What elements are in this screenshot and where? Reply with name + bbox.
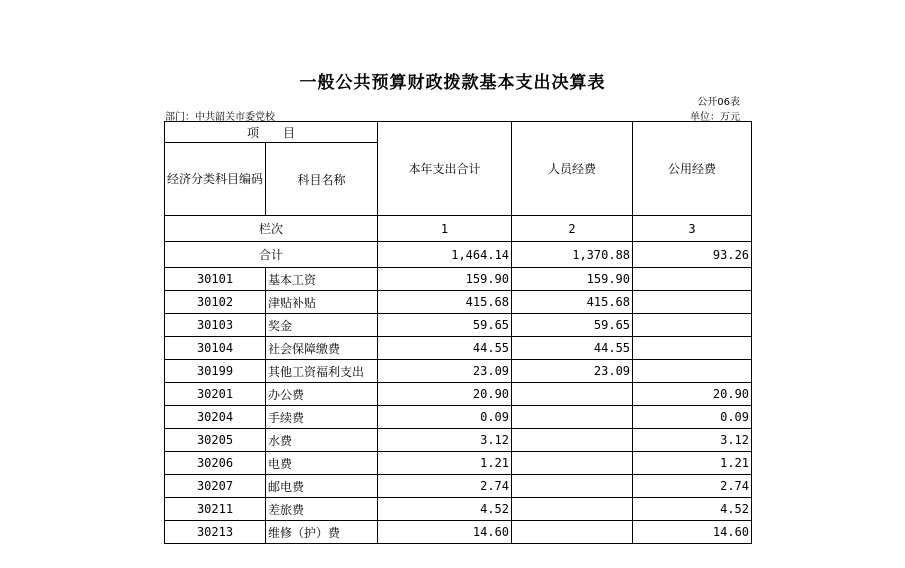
header-row-1 — [165, 122, 752, 143]
row-name: 办公费 — [266, 383, 378, 406]
row-code: 30103 — [165, 314, 266, 337]
row-personnel: 159.90 — [512, 268, 633, 291]
table-row — [165, 291, 752, 314]
row-personnel: 23.09 — [512, 360, 633, 383]
department-label: 部门：中共韶关市委党校 — [165, 112, 275, 123]
summary-row — [165, 242, 752, 268]
row-personnel — [512, 429, 633, 452]
row-public: 0.09 — [633, 406, 752, 429]
row-code: 30101 — [165, 268, 266, 291]
header-total: 本年支出合计 — [378, 122, 512, 216]
row-total: 20.90 — [378, 383, 512, 406]
row-name: 手续费 — [266, 406, 378, 429]
row-total: 59.65 — [378, 314, 512, 337]
table-row — [165, 521, 752, 544]
table-row — [165, 429, 752, 452]
row-personnel: 59.65 — [512, 314, 633, 337]
row-total: 159.90 — [378, 268, 512, 291]
row-public: 3.12 — [633, 429, 752, 452]
column-label: 栏次 — [165, 216, 378, 242]
header-public: 公用经费 — [633, 122, 752, 216]
row-personnel — [512, 521, 633, 544]
row-name: 其他工资福利支出 — [266, 360, 378, 383]
unit-label: 单位：万元 — [690, 112, 740, 123]
header-name: 科目名称 — [266, 143, 378, 216]
row-name: 电费 — [266, 452, 378, 475]
row-personnel — [512, 498, 633, 521]
row-code: 30201 — [165, 383, 266, 406]
row-personnel — [512, 452, 633, 475]
row-code: 30211 — [165, 498, 266, 521]
row-code: 30102 — [165, 291, 266, 314]
summary-total: 1,464.14 — [378, 242, 512, 268]
table-row — [165, 314, 752, 337]
row-code: 30205 — [165, 429, 266, 452]
row-code: 30199 — [165, 360, 266, 383]
row-code: 30104 — [165, 337, 266, 360]
row-personnel — [512, 406, 633, 429]
form-number: 公开06表 — [697, 97, 740, 108]
row-personnel: 415.68 — [512, 291, 633, 314]
row-name: 水费 — [266, 429, 378, 452]
row-name: 津贴补贴 — [266, 291, 378, 314]
column-number-row — [165, 216, 752, 242]
table-row — [165, 337, 752, 360]
row-personnel — [512, 475, 633, 498]
row-total: 0.09 — [378, 406, 512, 429]
row-name: 奖金 — [266, 314, 378, 337]
column-number-1: 1 — [378, 216, 512, 242]
row-public: 1.21 — [633, 452, 752, 475]
table-row — [165, 475, 752, 498]
row-name: 维修（护）费 — [266, 521, 378, 544]
row-code: 30204 — [165, 406, 266, 429]
table-row — [165, 452, 752, 475]
row-public: 14.60 — [633, 521, 752, 544]
row-name: 社会保障缴费 — [266, 337, 378, 360]
table-row — [165, 498, 752, 521]
table-row — [165, 268, 752, 291]
row-code: 30213 — [165, 521, 266, 544]
summary-personnel: 1,370.88 — [512, 242, 633, 268]
table-row — [165, 383, 752, 406]
summary-label: 合计 — [165, 242, 378, 268]
row-personnel — [512, 383, 633, 406]
report-title: 一般公共预算财政拨款基本支出决算表 — [299, 73, 606, 93]
row-total: 1.21 — [378, 452, 512, 475]
expenditure-table — [164, 121, 752, 544]
row-total: 2.74 — [378, 475, 512, 498]
row-total: 23.09 — [378, 360, 512, 383]
row-total: 14.60 — [378, 521, 512, 544]
row-name: 差旅费 — [266, 498, 378, 521]
header-personnel: 人员经费 — [512, 122, 633, 216]
table-row — [165, 360, 752, 383]
table-row — [165, 406, 752, 429]
row-public — [633, 360, 752, 383]
row-public: 2.74 — [633, 475, 752, 498]
row-total: 3.12 — [378, 429, 512, 452]
row-name: 邮电费 — [266, 475, 378, 498]
row-code: 30206 — [165, 452, 266, 475]
row-code: 30207 — [165, 475, 266, 498]
row-public — [633, 337, 752, 360]
row-total: 4.52 — [378, 498, 512, 521]
row-public — [633, 291, 752, 314]
row-personnel: 44.55 — [512, 337, 633, 360]
row-total: 415.68 — [378, 291, 512, 314]
row-public — [633, 314, 752, 337]
column-number-2: 2 — [512, 216, 633, 242]
header-item: 项 目 — [165, 122, 378, 143]
row-public: 4.52 — [633, 498, 752, 521]
row-name: 基本工资 — [266, 268, 378, 291]
row-public: 20.90 — [633, 383, 752, 406]
row-public — [633, 268, 752, 291]
row-total: 44.55 — [378, 337, 512, 360]
summary-public: 93.26 — [633, 242, 752, 268]
header-code: 经济分类科目编码 — [165, 143, 266, 216]
column-number-3: 3 — [633, 216, 752, 242]
